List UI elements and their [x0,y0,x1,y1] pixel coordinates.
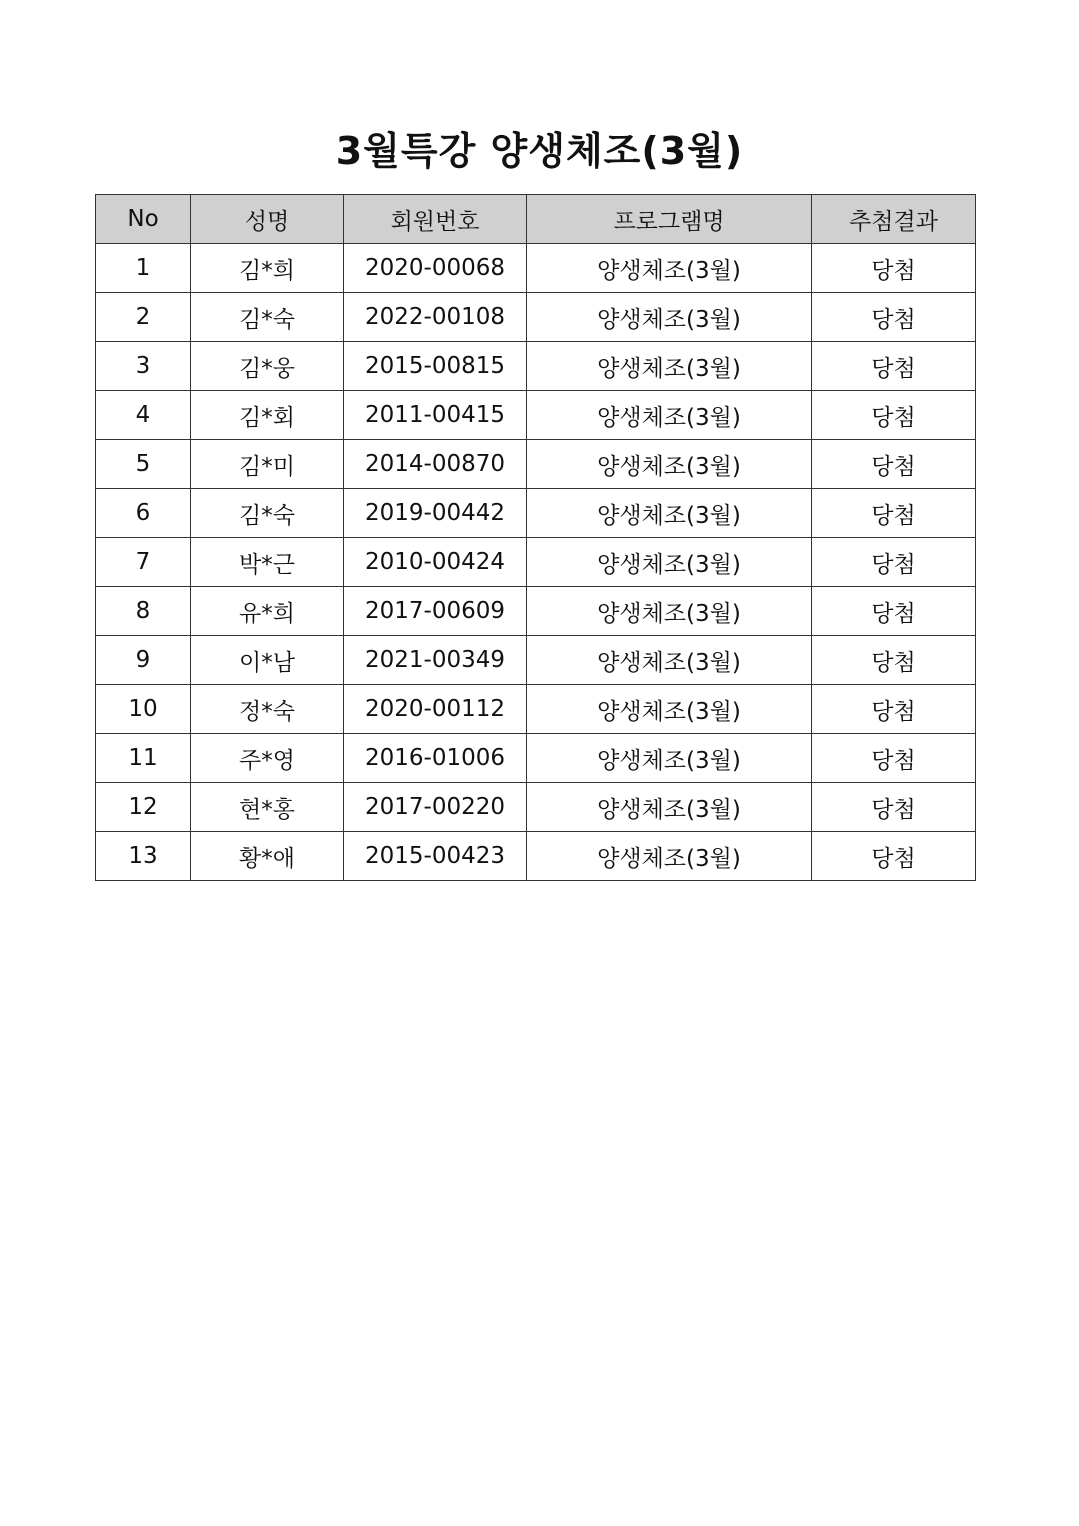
cell-member-number: 2015-00815 [344,342,527,391]
cell-member-number: 2017-00220 [344,783,527,832]
table-row [96,538,976,587]
table-header-row [96,195,976,244]
cell-name: 주*영 [191,734,344,783]
cell-name: 김*희 [191,244,344,293]
table-row [96,685,976,734]
cell-no: 7 [96,538,191,587]
cell-program-name: 양생체조(3월) [527,489,812,538]
cell-member-number: 2014-00870 [344,440,527,489]
cell-member-number: 2021-00349 [344,636,527,685]
cell-draw-result: 당첨 [812,342,976,391]
cell-name: 황*애 [191,832,344,881]
table-row [96,832,976,881]
table-row [96,342,976,391]
cell-program-name: 양생체조(3월) [527,293,812,342]
cell-no: 3 [96,342,191,391]
cell-program-name: 양생체조(3월) [527,244,812,293]
cell-no: 8 [96,587,191,636]
cell-member-number: 2011-00415 [344,391,527,440]
cell-draw-result: 당첨 [812,832,976,881]
cell-draw-result: 당첨 [812,293,976,342]
table-row [96,391,976,440]
cell-name: 김*숙 [191,293,344,342]
cell-program-name: 양생체조(3월) [527,587,812,636]
cell-name: 김*웅 [191,342,344,391]
column-header-no: No [96,195,191,244]
table-row [96,440,976,489]
cell-name: 유*희 [191,587,344,636]
cell-no: 13 [96,832,191,881]
cell-member-number: 2022-00108 [344,293,527,342]
cell-name: 김*숙 [191,489,344,538]
page-title: 3월특강 양생체조(3월) [335,129,744,174]
cell-draw-result: 당첨 [812,636,976,685]
cell-name: 김*회 [191,391,344,440]
cell-name: 정*숙 [191,685,344,734]
cell-no: 4 [96,391,191,440]
table-row [96,734,976,783]
cell-no: 5 [96,440,191,489]
cell-member-number: 2010-00424 [344,538,527,587]
cell-program-name: 양생체조(3월) [527,538,812,587]
cell-draw-result: 당첨 [812,391,976,440]
cell-no: 1 [96,244,191,293]
cell-program-name: 양생체조(3월) [527,734,812,783]
cell-no: 12 [96,783,191,832]
cell-name: 김*미 [191,440,344,489]
cell-program-name: 양생체조(3월) [527,832,812,881]
cell-program-name: 양생체조(3월) [527,440,812,489]
table-row [96,489,976,538]
column-header-member-number: 회원번호 [344,195,527,244]
cell-program-name: 양생체조(3월) [527,342,812,391]
cell-member-number: 2019-00442 [344,489,527,538]
cell-member-number: 2015-00423 [344,832,527,881]
cell-member-number: 2017-00609 [344,587,527,636]
table-row [96,293,976,342]
cell-no: 2 [96,293,191,342]
cell-draw-result: 당첨 [812,587,976,636]
column-header-draw-result: 추첨결과 [812,195,976,244]
cell-no: 9 [96,636,191,685]
cell-draw-result: 당첨 [812,538,976,587]
cell-program-name: 양생체조(3월) [527,783,812,832]
cell-no: 6 [96,489,191,538]
table-row [96,587,976,636]
cell-member-number: 2020-00068 [344,244,527,293]
column-header-program-name: 프로그램명 [527,195,812,244]
cell-draw-result: 당첨 [812,244,976,293]
cell-name: 현*홍 [191,783,344,832]
cell-no: 11 [96,734,191,783]
cell-draw-result: 당첨 [812,783,976,832]
cell-program-name: 양생체조(3월) [527,636,812,685]
cell-program-name: 양생체조(3월) [527,685,812,734]
column-header-name: 성명 [191,195,344,244]
cell-name: 이*남 [191,636,344,685]
table-row [96,244,976,293]
cell-draw-result: 당첨 [812,734,976,783]
lottery-result-table [95,194,976,881]
cell-member-number: 2016-01006 [344,734,527,783]
cell-program-name: 양생체조(3월) [527,391,812,440]
cell-draw-result: 당첨 [812,685,976,734]
table-row [96,636,976,685]
cell-name: 박*근 [191,538,344,587]
table-row [96,783,976,832]
cell-draw-result: 당첨 [812,440,976,489]
cell-draw-result: 당첨 [812,489,976,538]
cell-no: 10 [96,685,191,734]
cell-member-number: 2020-00112 [344,685,527,734]
